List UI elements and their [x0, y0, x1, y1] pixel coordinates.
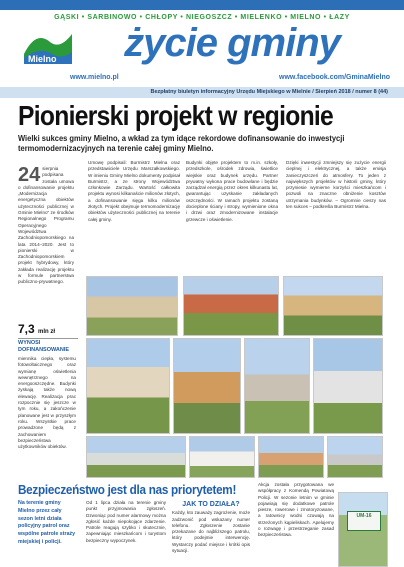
- photo-building-6: [244, 338, 310, 434]
- article-column-3: Budynki objęte projektem to m.in. szkoły, przedszkole, ośrodek zdrowia, świetlice wiejskie oraz budynek urzędu. Partner prywatny wykona prace budowlane i będzie zarządzał energią przez okres kilkunastu lat, gwarantując uzyskanie zakładanych oszczędności. W ramach projektu zostaną docieplone ściany i stropy, wymienione okna i drzwi oraz zmodernizowane instalacje grzewcze i oświetlenie.: [186, 160, 278, 222]
- section-2-column-3: Akcja została przygotowana we współpracy z Komendą Powiatową Policji. W sezonie letnim w gminie pojawiają się dodatkowe patrole piesze, rowerowe i zmotoryzowane, a ratownicy wodni czuwają na strzeżonych kąpieliskach. Apelujemy o rozwagę i przestrzeganie zasad bezpieczeństwa.: [258, 482, 334, 538]
- svg-text:Mielno: Mielno: [28, 54, 57, 64]
- main-lead: Wielki sukces gminy Mielno, a wkład za tym idące rekordowe dofinansowanie do inwestycji termomodernizacyjnych na terenie całej gminy Mielno.: [18, 134, 345, 153]
- article-column-2: Umowę podpisali: Burmistrz Mielna oraz przedstawiciele Urzędu Marszałkowskiego. W imieniu Gminy Mielno dokumenty podpisał Burmistrz, a ze strony Województwa członkowie Zarządu. Wartość całkowita projektu wynosi kilkanaście milionów złotych, a dofinansowanie sięga kilku milionów złotych. Projekt obejmuje termomodernizację obiektów użyteczności publicznej na terenie całej gminy.: [88, 160, 180, 222]
- photo-building-4: [86, 338, 170, 434]
- website-link[interactable]: www.mielno.pl: [70, 74, 119, 81]
- drop-cap: 24: [18, 166, 41, 186]
- url-row: [70, 74, 390, 84]
- photo-building-1: [86, 276, 178, 336]
- main-headline: Pionierski projekt w regionie: [18, 100, 334, 131]
- section-2-subhead: JAK TO DZIAŁA?: [182, 501, 240, 508]
- section-2-column-1: Od 1 lipca działa na terenie gminy punkt przyjmowania zgłoszeń. Dzwoniąc pod numer alarmowy można zgłosić każde niepokojące zdarzenie. Patrole reagują szybko i skutecznie, zapewniając mieszkańcom i turystom bezpieczny wypoczynek.: [86, 500, 166, 543]
- photo-police-sign: [338, 492, 388, 567]
- photo-building-8: [86, 436, 186, 478]
- funding-unit: mln zł: [38, 329, 56, 335]
- photo-building-7: [313, 338, 383, 434]
- photo-building-10: [258, 436, 324, 478]
- photo-building-11: [327, 436, 383, 478]
- column-1-text: sierpnia podpisana została umowa o dofinansowanie projektu „Modernizacja energetyczna obiektów użyteczności publicznej w Gminie Mielno” ze środków Regionalnego Programu Operacyjnego Województwa Zachodniopomorskiego na lata 2014–2020. Jest to pionierski w Zachodniopomorskiem projekt hybrydowy, który zakłada realizację projektu w formule partnerstwa publiczno-prywatnego.: [18, 166, 74, 285]
- photo-building-9: [189, 436, 255, 478]
- mielno-logo: [20, 24, 76, 70]
- article-column-4: Dzięki inwestycji zmniejszy się zużycie energii cieplnej i elektrycznej, a także emisja zanieczyszczeń do atmosfery. To jeden z największych projektów w historii gminy, który przyniesie wymierne korzyści mieszkańcom i pozwoli na znaczne obniżenie kosztów utrzymania budynków. – Ogromnie cieszy nas ten sukces – podkreśla Burmistrz Mielna.: [286, 160, 386, 210]
- funding-label: WYNOSI DOFINANSOWANIE: [18, 338, 78, 354]
- funding-stat: [18, 322, 55, 336]
- funding-value: 7,3: [18, 322, 35, 336]
- photo-building-3: [283, 276, 383, 336]
- facebook-link[interactable]: www.facebook.com/GminaMielno: [279, 74, 390, 81]
- sign-board: UM-16: [347, 511, 381, 531]
- article-column-1: [18, 166, 74, 326]
- section-2-column-2: [172, 500, 250, 566]
- photo-building-2: [183, 276, 279, 336]
- top-color-bar: [0, 0, 404, 10]
- section-2-column-2-text: Każdy, kto zauważy zagrożenie, może zadzwonić pod wskazany numer telefonu. Zgłoszenie zostanie przekazane do najbliższego patrolu, który podejmie interwencję. Wystarczy podać miejsce i krótki opis sytuacji.: [172, 510, 250, 554]
- section-2-headline: Bezpieczeństwo jest dla nas priorytetem!: [18, 482, 237, 497]
- photo-building-5: [173, 338, 241, 434]
- section-2-lead: Na terenie gminy Mielno przez cały sezon letni działa policyjny patrol oraz wspólne patrole straży miejskiej i policji.: [18, 500, 76, 545]
- article-column-continued: miennika ciepła, systemu fotowoltaicznego oraz wymianę oświetlenia wewnętrznego na energooszczędne. Budynki zyskają także nową elewację. Realizacja prac rozpocznie się jeszcze w tym roku, a zakończenie planowane jest w przyszłym roku. Wszystkie prace prowadzone będą z zachowaniem bezpieczeństwa użytkowników obiektów.: [18, 356, 76, 450]
- newspaper-title: życie gminy: [124, 21, 340, 65]
- places-list: GĄSKI • SARBINOWO • CHŁOPY • NIEGOSZCZ • MIELENKO • MIELNO • ŁAZY: [54, 14, 350, 21]
- issue-info-bar: Bezpłatny biuletyn informacyjny Urzędu Miejskiego w Mielnie / Sierpień 2018 / numer 8 (44): [0, 87, 404, 98]
